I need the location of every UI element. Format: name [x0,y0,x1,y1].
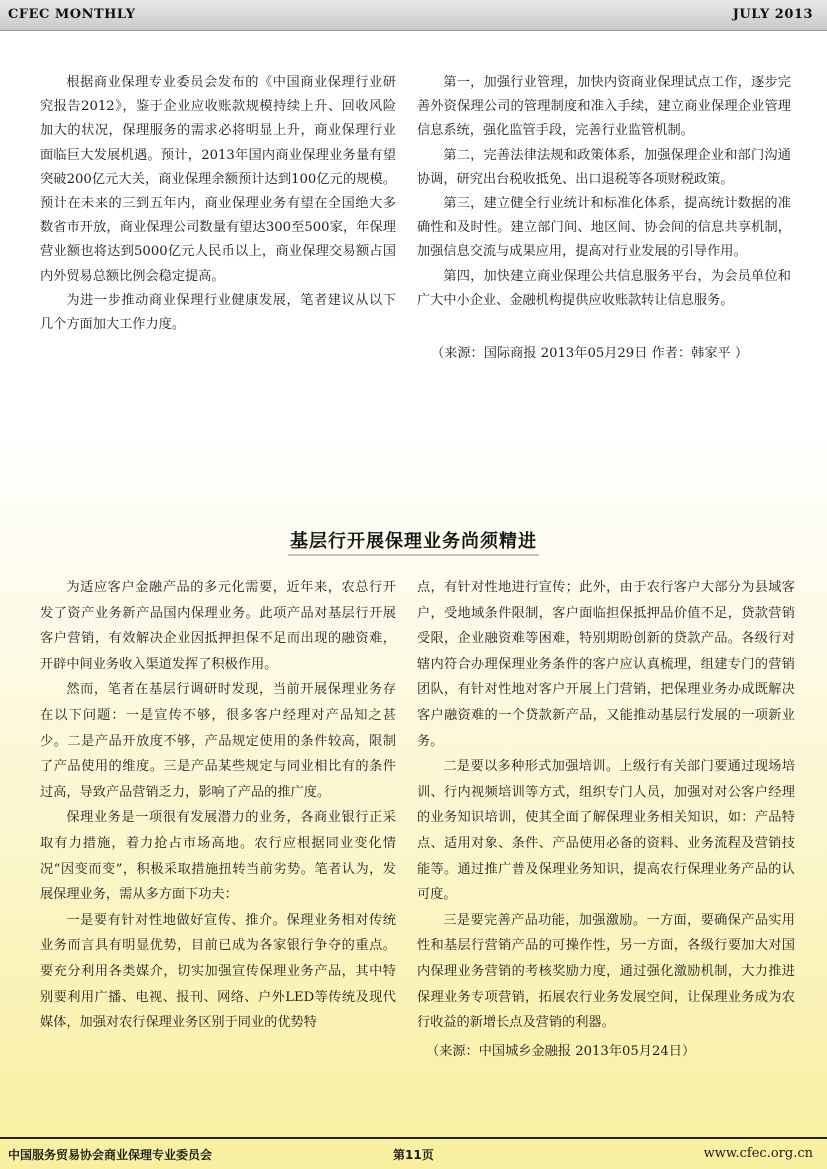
article2-title-text: 基层行开展保理业务尚须精进 [288,531,539,556]
article2-column-right [417,575,795,1036]
paragraph: 第四，加快建立商业保理公共信息服务平台，为会员单位和广大中小企业、金融机构提供应收账款转让信息服务。 [417,268,791,308]
issue-date: JULY 2013 [732,7,813,22]
footer-divider [0,1137,827,1139]
article2-column-left [40,575,396,1036]
paragraph: 第二，完善法律法规和政策体系，加强保理企业和部门沟通协调，研究出台税收抵免、出口退税等各项财税政策。 [417,147,791,187]
paragraph: 为适应客户金融产品的多元化需要，近年来，农总行开发了资产业务新产品国内保理业务。此项产品对基层行开展客户营销，有效解决企业因抵押担保不足而出现的融资难，开辟中间业务收入渠道发挥了积极作用。 [40,580,396,672]
paragraph: 一是要有针对性地做好宣传、推介。保理业务相对传统业务而言具有明显优势，目前已成为各家银行争夺的重点。要充分利用各类媒介，切实加强宣传保理业务产品，其中特别要利用广播、电视、报刊、网络、户外LED等传统及现代媒体，加强对农行保理业务区别于同业的优势特 [40,912,396,1031]
paragraph: 为进一步推动商业保理行业健康发展，笔者建议从以下几个方面加大工作力度。 [40,292,396,333]
page-number: 第11页 [393,1148,434,1162]
paragraph-continued: 点，有针对性地进行宣传；此外，由于农行客户大部分为县域客户，受地域条件限制，客户面临担保抵押品价值不足，贷款营销受限，企业融资难等困难，特别期盼创新的贷款产品。各级行对辖内符合办理保理业务条件的客户应认真梳理，组建专门的营销团队，有针对性地对客户开展上门营销，把保理业务办成既解决客户融资难的一个贷款新产品，又能推动基层行发展的一项新业务。 [417,580,795,749]
article2-title [0,527,827,553]
header-bar [0,0,827,31]
paragraph: 第三，建立健全行业统计和标准化体系，提高统计数据的准确性和及时性。建立部门间、地区间、协会间的信息共享机制，加强信息交流与成果应用，提高对行业发展的引导作用。 [417,196,791,260]
paragraph: 然而，笔者在基层行调研时发现，当前开展保理业务存在以下问题：一是宣传不够，很多客户经理对产品知之甚少。二是产品开放度不够，产品规定使用的条件较高，限制了产品使用的维度。三是产品某些规定与同业相比有的条件过高，导致产品营销乏力，影响了产品的推广度。 [40,682,396,800]
paragraph: 三是要完善产品功能，加强激励。一方面，要确保产品实用性和基层行营销产品的可操作性，另一方面，各级行要加大对国内保理业务营销的考核奖励力度，通过强化激励机制，大力推进保理业务专项营销，拓展农行业务发展空间，让保理业务成为农行收益的新增长点及营销的利器。 [417,912,795,1031]
footer-website: www.cfec.org.cn [703,1146,813,1161]
paragraph: 二是要以多种形式加强培训。上级行有关部门要通过现场培训、行内视频培训等方式，组织专门人员，加强对对公客户经理的业务知识培训，使其全面了解保理业务相关知识，如：产品特点、适用对象、条件、产品使用必备的资料、业务流程及营销技能等。通过推广普及保理业务知识，提高农行保理业务产品的认可度。 [417,759,795,903]
paragraph: 保理业务是一项很有发展潜力的业务，各商业银行正采取有力措施，着力抢占市场高地。农行应根据同业变化情况“因变而变”，积极采取措施扭转当前劣势。笔者认为，发展保理业务，需从多方面下功夫： [40,810,396,903]
paragraph: 第一，加强行业管理，加快内资商业保理试点工作，逐步完善外资保理公司的管理制度和准入手续，建立商业保理企业管理信息系统，强化监管手段，完善行业监管机制。 [417,75,791,139]
footer-organization: 中国服务贸易协会商业保理专业委员会 [8,1148,213,1162]
article2-source: （来源：中国城乡金融报 2013年05月24日） [426,1044,696,1059]
paragraph: 根据商业保理专业委员会发布的《中国商业保理行业研究报告2012》，鉴于企业应收账款规模持续上升、回收风险加大的状况，保理服务的需求必将明显上升，商业保理行业面临巨大发展机遇。预计，2013年国内商业保理业务量有望突破200亿元大关，商业保理余额预计达到100亿元的规模。预计在未来的三到五年内，商业保理业务有望在全国绝大多数省市开放，商业保理公司数量有望达300至500家，年保理营业额也将达到5000亿元人民币以上，商业保理交易额占国内外贸易总额比例会稳定提高。 [40,75,396,284]
article1-source: （来源：国际商报 2013年05月29日 作者：韩家平 ） [431,346,749,361]
magazine-name: CFEC MONTHLY [8,7,136,22]
article1-column-right [417,71,791,313]
article1-column-left [40,71,396,337]
